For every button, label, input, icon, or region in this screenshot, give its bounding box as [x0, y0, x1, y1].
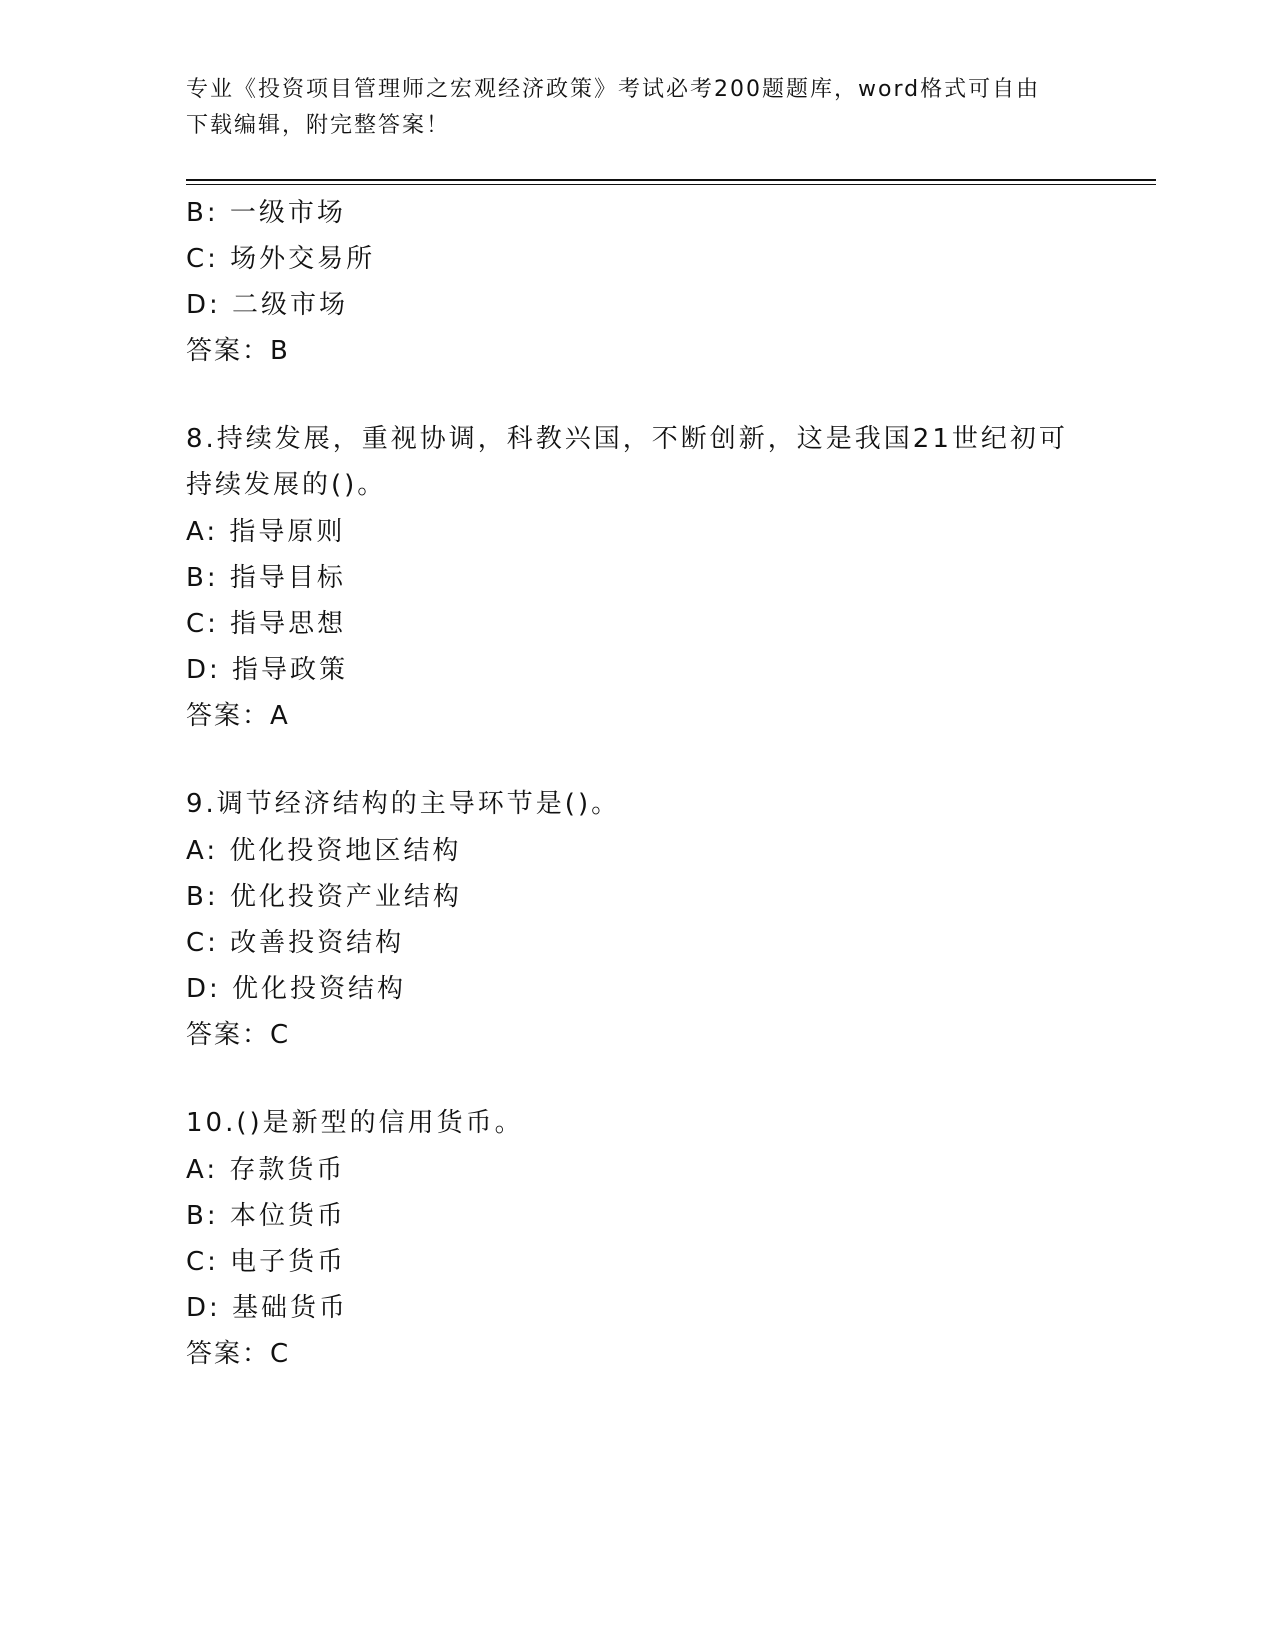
question-9 [186, 782, 1156, 1058]
option-a: A: 存款货币 [186, 1155, 346, 1185]
partial-question [186, 190, 1156, 374]
question-8 [186, 417, 1156, 739]
document-header [186, 72, 1066, 144]
header-divider-thin [186, 184, 1156, 185]
header-divider-thick [186, 179, 1156, 181]
option-b: B: 本位货币 [186, 1201, 346, 1231]
question-text-line-2: 持续发展的()。 [186, 470, 387, 500]
question-text [186, 1101, 1086, 1147]
option-c: C: 指导思想 [186, 609, 347, 639]
question-text-line-1: 10.()是新型的信用货币。 [186, 1108, 524, 1138]
answer-line: 答案：C [186, 1339, 291, 1369]
question-text [186, 417, 1086, 509]
option-c: C: 电子货币 [186, 1247, 347, 1277]
option-c: C: 场外交易所 [186, 244, 376, 274]
option-a: A: 指导原则 [186, 517, 346, 547]
question-text-line-1: 9.调节经济结构的主导环节是()。 [186, 789, 621, 819]
option-b: B: 指导目标 [186, 563, 346, 593]
answer-line: 答案：C [186, 1020, 291, 1050]
answer-line: 答案：A [186, 701, 290, 731]
question-list [186, 190, 1156, 1377]
question-10 [186, 1101, 1156, 1377]
option-d: D: 优化投资结构 [186, 974, 407, 1004]
header-line-2: 下载编辑，附完整答案！ [186, 113, 451, 138]
answer-line: 答案：B [186, 336, 290, 366]
option-d: D: 基础货币 [186, 1293, 349, 1323]
option-d: D: 指导政策 [186, 655, 349, 685]
option-d: D: 二级市场 [186, 290, 349, 320]
option-c: C: 改善投资结构 [186, 928, 405, 958]
option-b: B: 一级市场 [186, 198, 346, 228]
header-line-1: 专业《投资项目管理师之宏观经济政策》考试必考200题题库，word格式可自由 [186, 77, 1041, 102]
question-text [186, 782, 1086, 828]
option-b: B: 优化投资产业结构 [186, 882, 462, 912]
question-text-line-1: 8.持续发展，重视协调，科教兴国，不断创新，这是我国21世纪初可 [186, 424, 1068, 454]
option-a: A: 优化投资地区结构 [186, 836, 462, 866]
